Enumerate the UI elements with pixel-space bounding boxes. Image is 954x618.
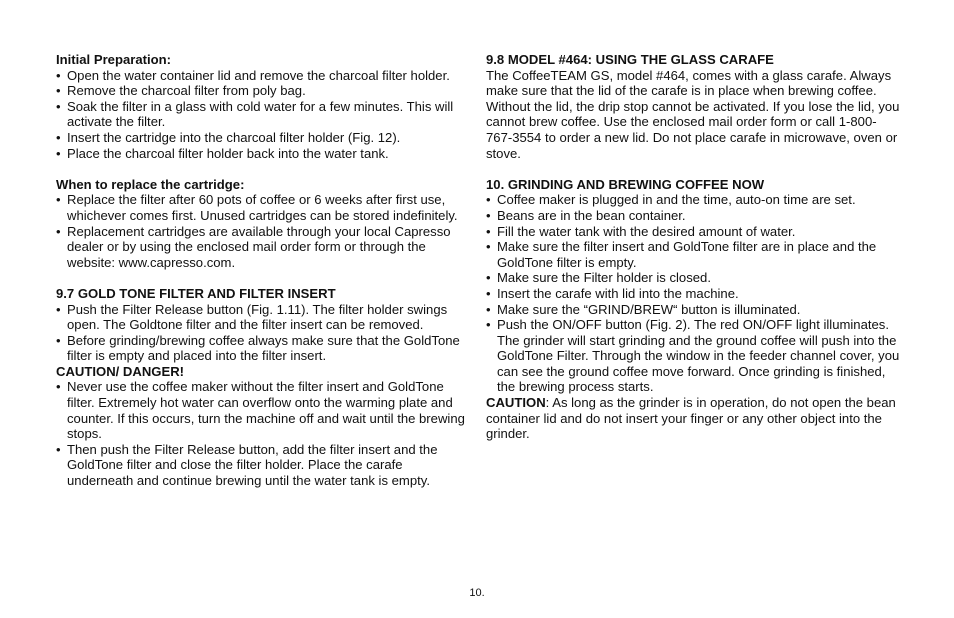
- list-item: [56, 224, 468, 271]
- list-item: [56, 442, 468, 489]
- list-item: [56, 302, 468, 333]
- list-item-text: Fill the water tank with the desired amount of water.: [497, 223, 796, 239]
- section-replace-cartridge: [56, 177, 468, 271]
- bullet-marker: •: [56, 379, 61, 395]
- section-heading: Initial Preparation:: [56, 52, 171, 67]
- bullet-list: [56, 68, 468, 162]
- list-item: [56, 379, 468, 441]
- list-item: [486, 239, 900, 270]
- caution-bullet-list: [56, 379, 468, 488]
- list-item: [56, 130, 468, 146]
- bullet-marker: •: [486, 301, 491, 317]
- list-item: [486, 270, 900, 286]
- section-heading: 9.7 GOLD TONE FILTER AND FILTER INSERT: [56, 285, 336, 301]
- list-item-text: Insert the cartridge into the charcoal filter holder (Fig. 12).: [67, 129, 401, 145]
- right-column: [486, 52, 900, 457]
- list-item-text: Push the ON/OFF button (Fig. 2). The red ON/OFF light illuminates. The grinder will start grinding and the ground coffee will push into the GoldTone Filter. Through the window in the feeder channel cover, you can see the ground coffee move forward. Once grinding is finished, the brewing process starts.: [497, 317, 900, 395]
- section-heading: When to replace the cartridge:: [56, 176, 245, 192]
- list-item-text: Make sure the “GRIND/BREW“ button is illuminated.: [497, 301, 801, 317]
- list-item-text: Coffee maker is plugged in and the time, auto-on time are set.: [497, 192, 856, 208]
- caution-heading: CAUTION/ DANGER!: [56, 363, 185, 379]
- bullet-marker: •: [56, 223, 61, 239]
- bullet-marker: •: [56, 83, 61, 99]
- caution-text: : As long as the grinder is in operation, do not open the bean container lid and do not insert your finger or any other object into the grinder.: [486, 395, 896, 442]
- list-item: [486, 208, 900, 224]
- bullet-marker: •: [56, 145, 61, 161]
- bullet-marker: •: [56, 441, 61, 457]
- list-item-text: Open the water container lid and remove the charcoal filter holder.: [67, 67, 450, 83]
- list-item-text: Soak the filter in a glass with cold water for a few minutes. This will activate the filter.: [67, 98, 454, 130]
- list-item: [486, 317, 900, 395]
- section-body: The CoffeeTEAM GS, model #464, comes with a glass carafe. Always make sure that the lid of the carafe is in place when brewing coffee. Without the lid, the drip stop cannot be activated. If you lose the lid, you cannot brew coffee. Use the enclosed mail order form or call 1-800-767-3554 to order a new lid. Do not place carafe in microwave, oven or stove.: [486, 67, 900, 161]
- bullet-marker: •: [486, 285, 491, 301]
- list-item: [56, 146, 468, 162]
- section-glass-carafe: [486, 52, 900, 161]
- list-item: [56, 333, 468, 364]
- list-item-text: Replace the filter after 60 pots of coffee or 6 weeks after first use, whichever comes first. Unused cartridges can be stored indefinitely.: [67, 192, 458, 223]
- list-item: [486, 302, 900, 318]
- bullet-list: [56, 302, 468, 364]
- bullet-marker: •: [56, 332, 61, 348]
- bullet-marker: •: [56, 129, 61, 145]
- bullet-marker: •: [486, 239, 491, 255]
- list-item: [56, 192, 468, 223]
- list-item-text: Never use the coffee maker without the filter insert and GoldTone filter. Extremely hot water can overflow onto the warming plate and counter. If this occurs, turn the machine off and wait until the brewing stops.: [67, 379, 465, 442]
- list-item: [486, 192, 900, 208]
- list-item: [56, 83, 468, 99]
- section-grinding-brewing: [486, 177, 900, 442]
- section-heading: 10. GRINDING AND BREWING COFFEE NOW: [486, 176, 765, 192]
- list-item-text: Make sure the filter insert and GoldTone filter are in place and the GoldTone filter is empty.: [497, 239, 877, 270]
- list-item-text: Push the Filter Release button (Fig. 1.11). The filter holder swings open. The Goldtone filter and the filter insert can be removed.: [67, 301, 448, 333]
- list-item-text: Place the charcoal filter holder back into the water tank.: [67, 145, 389, 161]
- bullet-marker: •: [56, 192, 61, 208]
- list-item-text: Then push the Filter Release button, add the filter insert and the GoldTone filter and close the filter holder. Place the carafe underneath and continue brewing until the water tank is empty.: [67, 441, 438, 489]
- bullet-list: [56, 192, 468, 270]
- bullet-marker: •: [486, 223, 491, 239]
- caution-paragraph: [486, 395, 900, 442]
- list-item-text: Replacement cartridges are available through your local Capresso dealer or by using the enclosed mail order form or through the website: www.capresso.com.: [67, 223, 451, 270]
- page-number: 10.: [469, 587, 485, 599]
- bullet-marker: •: [486, 270, 491, 286]
- list-item-text: Make sure the Filter holder is closed.: [497, 270, 711, 286]
- section-heading: 9.8 MODEL #464: USING THE GLASS CARAFE: [486, 52, 774, 67]
- bullet-marker: •: [56, 301, 61, 317]
- bullet-marker: •: [486, 192, 491, 208]
- list-item-text: Before grinding/brewing coffee always make sure that the GoldTone filter is empty and placed into the filter insert.: [67, 332, 460, 364]
- bullet-marker: •: [486, 207, 491, 223]
- section-gold-tone-filter: [56, 286, 468, 489]
- list-item: [486, 224, 900, 240]
- bullet-marker: •: [486, 317, 491, 333]
- bullet-list: [486, 192, 900, 395]
- list-item-text: Insert the carafe with lid into the machine.: [497, 285, 739, 301]
- list-item: [486, 286, 900, 302]
- bullet-marker: •: [56, 98, 61, 114]
- section-initial-preparation: [56, 52, 468, 161]
- list-item: [56, 99, 468, 130]
- list-item-text: Beans are in the bean container.: [497, 207, 686, 223]
- bullet-marker: •: [56, 67, 61, 83]
- caution-label: CAUTION: [486, 395, 546, 411]
- list-item-text: Remove the charcoal filter from poly bag.: [67, 83, 306, 99]
- list-item: [56, 68, 468, 84]
- left-column: [56, 52, 468, 504]
